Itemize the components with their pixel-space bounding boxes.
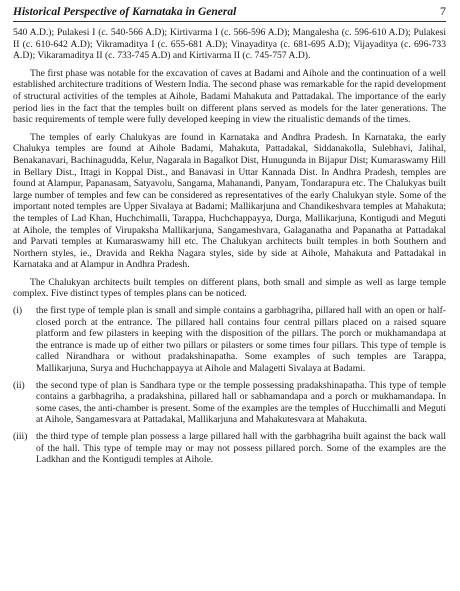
- list-item: [13, 431, 446, 466]
- paragraph-temple-locations: The temples of early Chalukyas are found in Karnataka and Andhra Pradesh. In Karnataka, the early Chalukya temples are found at Aihole Badami, Mahakuta, Pattadakal, Siddanakolla, Sulebhavi, Jalihal, Benakanavari, Bachinagudda, Kelur, Nagarala in Bagalkot Dist, Hunugunda in Bijapur Dist; Kumaraswamy Hill in Bellary Dist., Ittagi in Koppal Dist., and Banavasi in Uttar Kannada Dist. In Andhra Pradesh, temples are found at Alampur, Papanasam, Satyavolu, Sangama, Mahanandi, Panyam, Tondarapura etc. The Chalukyas built large number of temples and few can be considered as representatives of the early Chalukyan style. Some of the important noted temples are Upper Sivalaya at Badami; Mallikarjuna and Chandikeshvara temples at Mahakuta; the temples of Lad Khan, Huchchimalli, Tarappa, Huchchappayya, Durga, Mallikarjuna, Kontigudi and Meguti at Aihole, the temples of Virupaksha Mallikarjuna, Sangameshvara, Galaganatha and Papanatha at Pattadakal and Parvati temples at Kumaraswamy hill etc. The Chalukyan architects built temples in both Southern and Northern styles, ie., Dravida and Rekha Nagara styles, side by side at Aihole, Mahakuta and Pattadakal in Karnataka and at Alampur in Andhra Pradesh.: [13, 131, 446, 271]
- list-marker: (ii): [13, 379, 25, 391]
- running-title: Historical Perspective of Karnataka in General: [13, 6, 237, 18]
- temple-plan-list: [13, 305, 446, 466]
- list-marker: (i): [13, 305, 23, 317]
- paragraph-continued: 540 A.D.); Pulakesi I (c. 540-566 A.D); Kirtivarma I (c. 566-596 A.D); Mangalesha (c. 596-610 A.D); Pulakesi II (c. 610-642 A.D); Vikramaditya I (c. 655-681 A.D); Vinayaditya (c. 681-695 A.D); Vijayaditya (c. 696-733 A.D); Vikaramaditya II (c. 733-745 A.D) and Kirtivarma II (c. 745-757 A.D).: [13, 27, 446, 62]
- list-item-text: the first type of temple plan is small and simple contains a garbhagriha, pillared hall with an open or half-closed porch at the entrance. The pillared hall contains four central pillars placed on a raised square platform and few pilasters in keeping with the disposition of the pillars. The porch or mukhamandapa at the entrance is made up of either two pillars or pilasters or some times four pillars. This type of temple is called Nirandhara or without pradakshinapatha. Some examples of such temples are Tarappa, Mallikarjuna, Surya and Huchchappayya at Aihole and Malagetti Sivalaya at Badami.: [36, 305, 446, 375]
- page-number: 7: [440, 4, 446, 18]
- paragraph-phases: The first phase was notable for the excavation of caves at Badami and Aihole and the continuation of a well established architecture traditions of Western India. The second phase was remarkable for the rapid development of structural activities of the temples at Aihole, Badami Mahakuta and Pattadakal. The importance of the early period lies in the fact that the temples built on different plans served as models for the later generations. The basic requirements of temple were fully developed keeping in view the ritualistic demands of the times.: [13, 67, 446, 126]
- list-item-text: the third type of temple plan possess a large pillared hall with the garbhagriha built against the back wall of the hall. This type of temple may or may not possess pillared porch. Some of the examples are the Ladkhan and the Kontigudi temples at Aihole.: [36, 431, 446, 466]
- running-header: [13, 4, 446, 22]
- list-marker: (iii): [13, 431, 28, 442]
- paragraph-temple-plans-intro: The Chalukyan architects built temples on different plans, both small and simple as well as large temple complex. Five distinct types of temples plans can be noticed.: [13, 276, 446, 300]
- list-item-text: the second type of plan is Sandhara type or the temple possessing pradakshinapatha. This type of temple contains a garbhagriha, a pradakshina, pillared hall or sabhamandapa and a porch or mukhamandapa. In some cases, the anti-chamber is present. Some of the examples are the temples of Hucchimalli and Meguti at Aihole, Sangamesvara at Pattadakal, Mallikarjuna and Mahakutesvara at Mahakuta.: [36, 379, 446, 426]
- list-item: [13, 305, 446, 375]
- list-item: [13, 380, 446, 426]
